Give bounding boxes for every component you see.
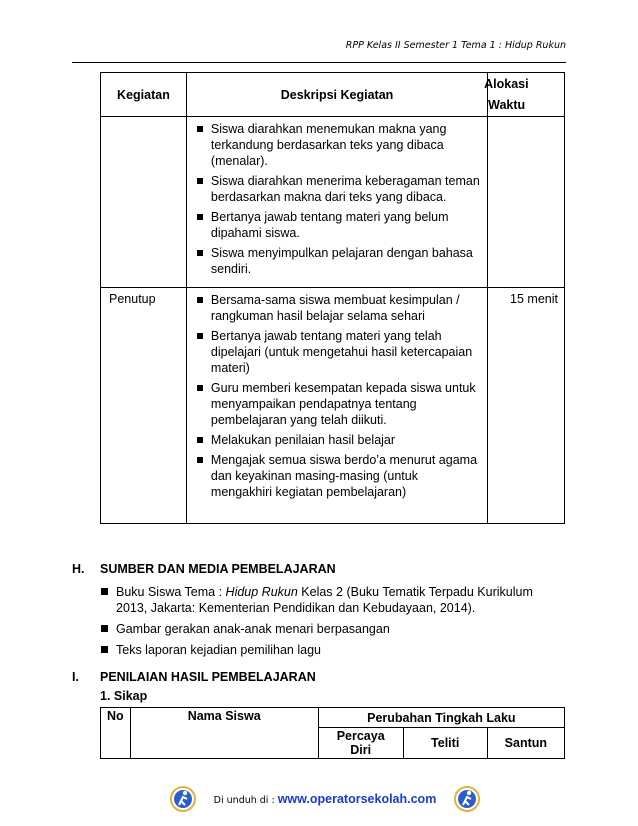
row-waktu: 15 menit [488, 288, 565, 524]
activity-table [100, 72, 565, 524]
list-item: Gambar gerakan anak-anak menari berpasangan [100, 621, 566, 637]
header-deskripsi: Deskripsi Kegiatan [186, 73, 487, 117]
list-item: Siswa menyimpulkan pelajaran dengan bahasa sendiri. [195, 245, 481, 277]
item-text: Buku Siswa Tema : [116, 585, 226, 599]
header-waktu: Waktu [488, 97, 526, 112]
row-kegiatan: Penutup [101, 288, 187, 524]
list-item: Teks laporan kejadian pemilihan lagu [100, 642, 566, 658]
header-no: No [101, 708, 131, 759]
item-text: Kelas 2 (Buku Tematik Terpadu Kurikulum 2013, Jakarta: Kementerian Pendidikan dan Kebudayaan, 2014). [116, 585, 533, 615]
operator-logo-icon [454, 786, 480, 812]
section-h [72, 562, 566, 663]
header-kegiatan: Kegiatan [101, 73, 187, 117]
header-percaya-diri: Percaya Diri [318, 728, 403, 759]
header-alokasi: Alokasi [484, 76, 529, 91]
section-i-letter: I. [72, 670, 79, 684]
running-header: RPP Kelas II Semester 1 Tema 1 : Hidup Rukun [345, 40, 566, 51]
header-perubahan: Perubahan Tingkah Laku [318, 708, 564, 728]
list-item [100, 584, 566, 616]
table-row [101, 708, 565, 728]
section-h-title: SUMBER DAN MEDIA PEMBELAJARAN [100, 562, 336, 576]
footer-prefix: Di unduh di : [213, 795, 278, 806]
header-santun: Santun [487, 728, 564, 759]
operator-logo-icon [170, 786, 196, 812]
header-rule [72, 62, 566, 63]
list-item: Bertanya jawab tentang materi yang telah dipelajari (untuk mengetahui hasil ketercapaian materi) [195, 328, 481, 376]
row-waktu [488, 117, 565, 288]
section-i [72, 670, 566, 703]
list-item: Bertanya jawab tentang materi yang belum dipahami siswa. [195, 209, 481, 241]
list-item: Bersama-sama siswa membuat kesimpulan / rangkuman hasil belajar selama sehari [195, 292, 481, 324]
list-item: Guru memberi kesempatan kepada siswa untuk menyampaikan pendapatnya tentang pembelajaran yang telah diikuti. [195, 380, 481, 428]
row-description [186, 117, 487, 288]
section-i-title: PENILAIAN HASIL PEMBELAJARAN [100, 670, 316, 684]
list-item: Siswa diarahkan menemukan makna yang terkandung berdasarkan teks yang dibaca (menalar). [195, 121, 481, 169]
table-row [101, 288, 565, 524]
row-description [186, 288, 487, 524]
header-teliti: Teliti [403, 728, 487, 759]
item-italic-text: Hidup Rukun [225, 585, 298, 599]
row-kegiatan [101, 117, 187, 288]
footer-url-link[interactable]: www.operatorsekolah.com [277, 792, 437, 806]
list-item: Melakukan penilaian hasil belajar [195, 432, 481, 448]
list-item: Siswa diarahkan menerima keberagaman teman berdasarkan makna dari teks yang dibaca. [195, 173, 481, 205]
list-item: Mengajak semua siswa berdo’a menurut agama dan keyakinan masing-masing (untuk mengakhiri kegiatan pembelajaran) [195, 452, 481, 500]
sikap-table [100, 707, 565, 759]
activity-header-row [101, 73, 565, 117]
header-nama-siswa: Nama Siswa [130, 708, 318, 759]
footer-text [196, 792, 454, 806]
section-h-letter: H. [72, 562, 85, 576]
footer [170, 786, 480, 812]
table-row [101, 117, 565, 288]
section-i-subheading: 1. Sikap [100, 689, 148, 703]
header-alokasi-waktu [484, 73, 565, 117]
